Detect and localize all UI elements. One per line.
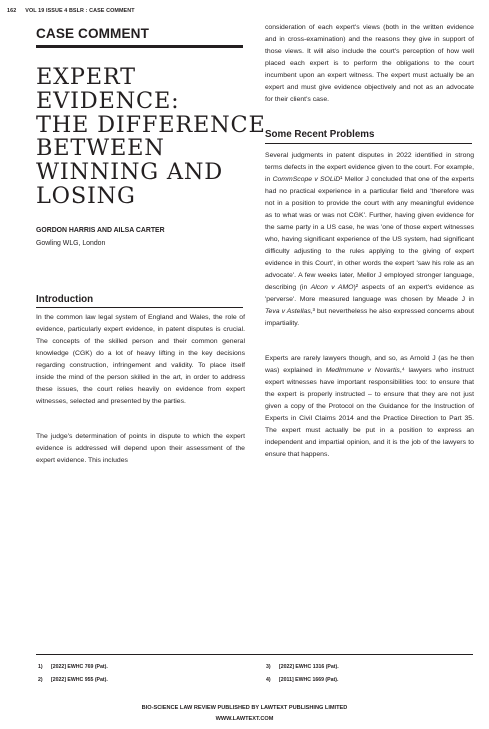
introduction-heading: Introduction xyxy=(36,294,94,305)
footnote-text: [2022] EWHC 769 (Pat). xyxy=(51,664,108,670)
footnote-text: [2022] EWHC 955 (Pat). xyxy=(51,677,108,683)
text-run: ¹ Mellor J concluded that one of the experts had no practical experience in a particular field and 'therefore was not in a position to provide the court with any meaningful evidence as to what was or was not CGK'. Further, having given evidence for the same party in a US case, he was 'one of those expert witnesses who, having significant experience of the US system, had significant difficulty adjusting to the rules applying to the giving of expert evidence in this Court', in other words the expert 'saw his role as an advocate'. A few weeks later, Mellor J employed stronger language, describing (in xyxy=(265,176,475,292)
title-line: EXPERT xyxy=(36,64,136,90)
footnote-rule xyxy=(36,654,473,655)
running-header xyxy=(7,8,135,14)
footnote xyxy=(38,677,108,683)
case-name-teva: Teva v Astellas xyxy=(265,308,311,316)
footnote-text: [2022] EWHC 1316 (Pat). xyxy=(279,664,339,670)
title-line: EVIDENCE: xyxy=(36,87,180,114)
article-authors: GORDON HARRIS AND AILSA CARTER xyxy=(36,227,165,234)
case-name-alcon: Alcon v AMO xyxy=(310,284,354,292)
footnote xyxy=(38,664,108,670)
text-run: ,³ but nevertheless he also expressed concerns about impartiality. xyxy=(265,308,474,328)
running-title: VOL 19 ISSUE 4 BSLR : CASE COMMENT xyxy=(25,8,135,14)
title-line: LOSING xyxy=(36,182,136,209)
author-affiliation: Gowling WLG, London xyxy=(36,240,106,247)
text-run: Several judgments in patent disputes in 2022 identified in strong terms defects in the expert evidence given to the court. For example, in xyxy=(265,152,474,184)
introduction-paragraph-2: The judge's determination of points in dispute to which the expert evidence is addressed will depend upon their assessment of the expert evidence. This includes xyxy=(36,433,245,465)
footnote-number: 2) xyxy=(38,677,43,683)
case-name-medimmune: MedImmune v Novartis xyxy=(325,367,400,375)
publisher-line: BIO-SCIENCE LAW REVIEW PUBLISHED BY LAWTEXT PUBLISHING LIMITED xyxy=(141,705,348,711)
title-line: THE DIFFERENCE xyxy=(36,111,266,138)
title-line: BETWEEN xyxy=(36,135,165,162)
footnote-text: [2011] EWHC 1669 (Pat). xyxy=(279,677,339,683)
case-name-commscope: CommScope v SOLiD xyxy=(272,176,341,184)
introduction-paragraph-1: In the common law legal system of England and Wales, the role of evidence, particularly expert evidence, in patent disputes is crucial. The concepts of the skilled person and their common general knowledge (CGK) do a lot of heavy lifting in the key decisions regarding construction, infringement and validity. To place itself inside the mind of the person skilled in the art, in order to address these issues, the court relies heavily on evidence from expert witnesses, selected and presented by the parties. xyxy=(36,314,245,406)
text-run: )² aspects of an expert's evidence as 'perverse'. More measured language was chosen by Meade J in xyxy=(265,284,475,304)
footnote xyxy=(266,664,339,670)
footnote-number: 3) xyxy=(266,664,271,670)
recent-problems-heading: Some Recent Problems xyxy=(265,129,375,140)
section-rule xyxy=(36,45,243,48)
text-run: ,⁴ lawyers who instruct expert witnesses have important responsibilities too: to ensure that the expert is properly instructed – to ensure that they are not just given a copy of the Protocol on the Guidance for the Instruction of Experts in Civil Claims 2014 and the Practice Direction to Part 35. The expert must actually be put in a position to express an independent and impartial opinion, and it is the job of the lawyers to ensure that happens. xyxy=(265,367,474,459)
introduction-rule xyxy=(36,307,243,308)
website-link[interactable]: WWW.LAWTEXT.COM xyxy=(215,716,274,722)
title-line: WINNING AND xyxy=(36,159,223,186)
recent-problems-rule xyxy=(265,143,472,144)
page-number: 162 xyxy=(7,8,17,14)
section-label: CASE COMMENT xyxy=(36,26,149,41)
footnote-number: 4) xyxy=(266,677,271,683)
recent-problems-paragraph-1 xyxy=(265,150,474,330)
text-run: Experts are rarely lawyers though, and so, as Arnold J (as he then was) explained in xyxy=(265,355,474,375)
continued-paragraph: consideration of each expert's views (both in the written evidence and in cross-examination) and the reasons they give in support of those views. It will also include the court's perception of how well placed each expert is to perform the obligations to the court incumbent upon an expert witness. The expert must actually be an expert and must give evidence objectively and not as an advocate for their client's case. xyxy=(265,24,474,104)
footnote xyxy=(266,677,338,683)
recent-problems-paragraph-2 xyxy=(265,353,474,461)
article-title xyxy=(36,64,266,209)
footnote-number: 1) xyxy=(38,664,43,670)
